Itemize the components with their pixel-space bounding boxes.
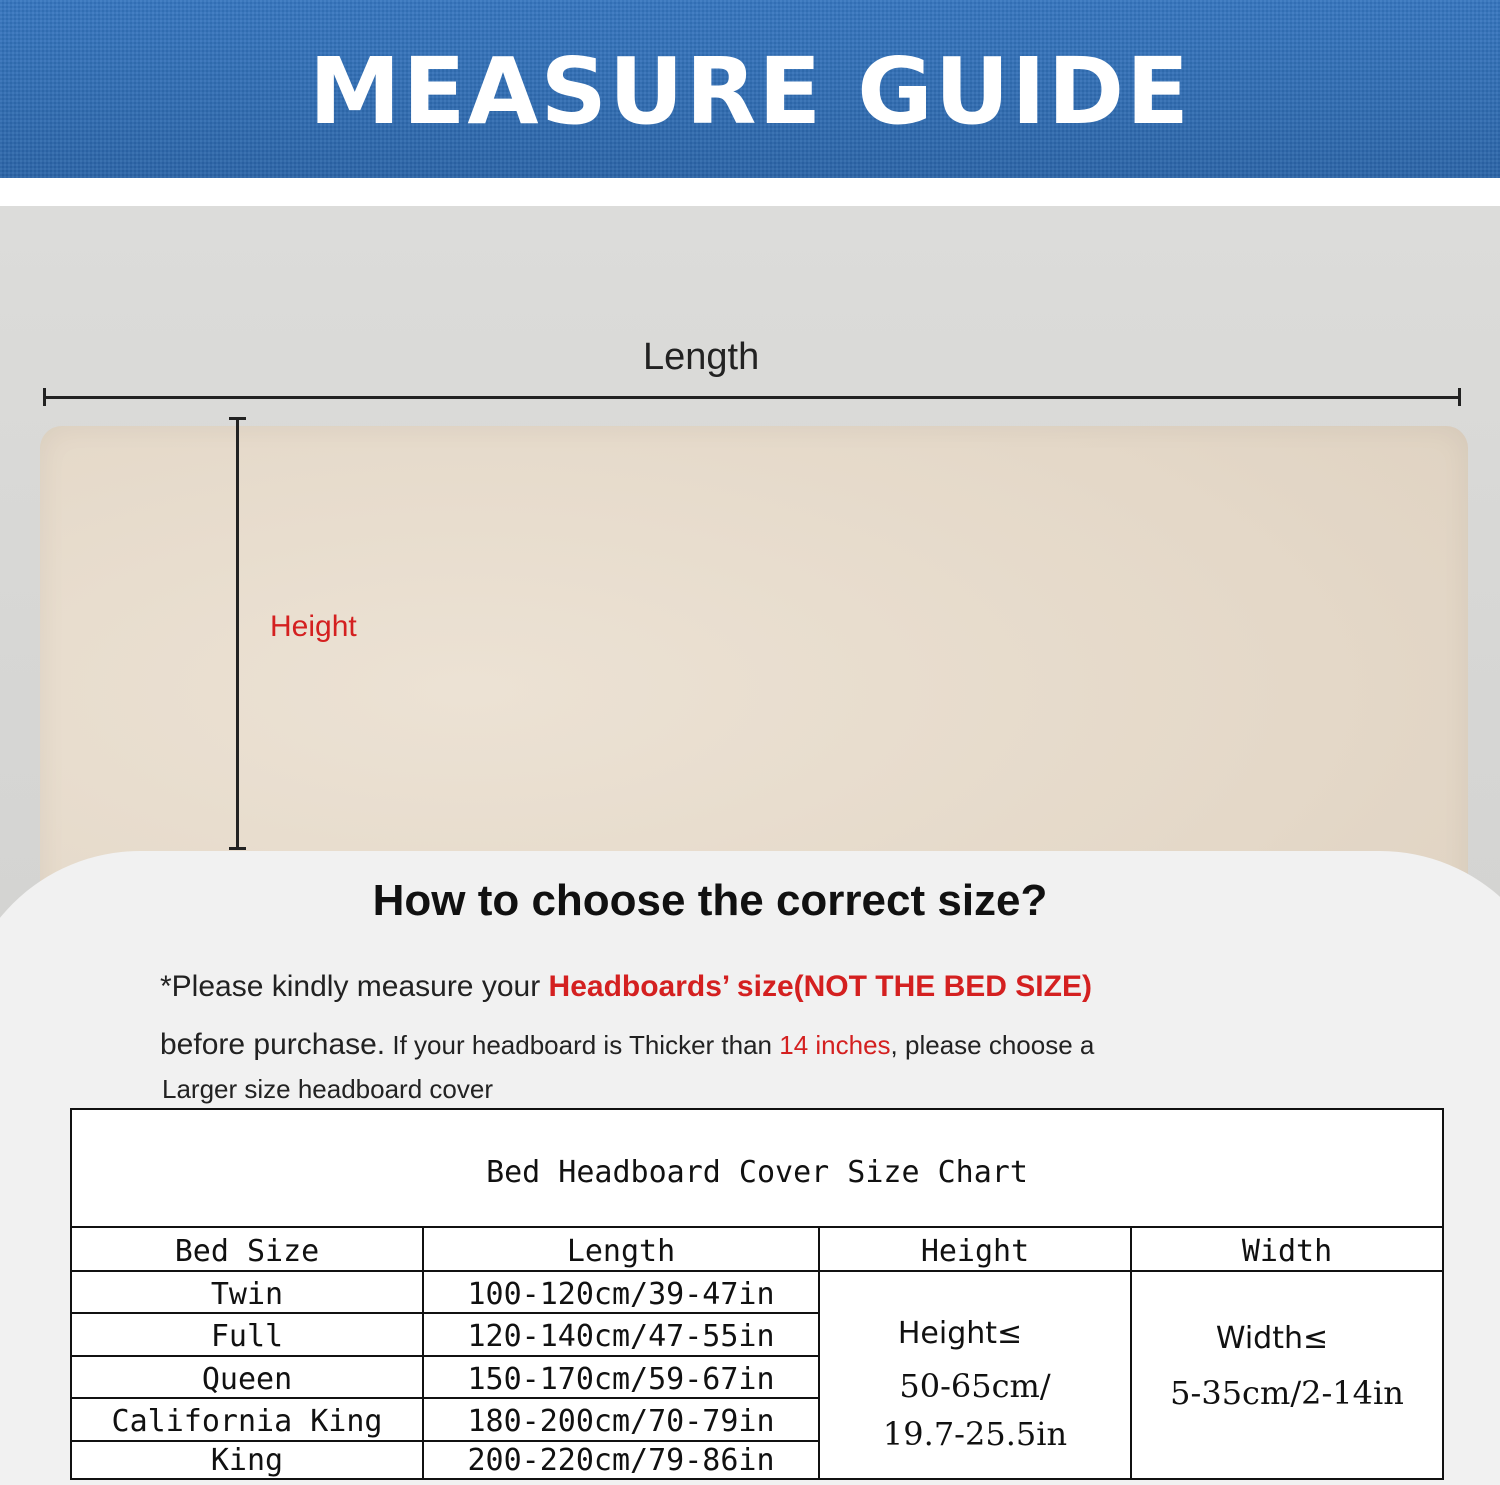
header-width: Width — [1241, 1234, 1333, 1269]
instruction-line-3: Larger size headboard cover — [162, 1074, 493, 1104]
width-range: 5-35cm/2-14in — [1170, 1374, 1404, 1412]
size-chart-title: Bed Headboard Cover Size Chart — [72, 1110, 1442, 1228]
instruction-line-1 — [160, 970, 1092, 1004]
height-arrow — [236, 418, 239, 850]
height-arrow-cap-top — [229, 417, 246, 420]
row-length-king: 200-220cm/79-86in — [467, 1443, 775, 1478]
length-arrow-cap-left — [43, 388, 46, 406]
instruction-line-1-prefix: *Please kindly measure your — [160, 970, 549, 1003]
row-length-full: 120-140cm/47-55in — [467, 1319, 775, 1354]
row-length-twin: 100-120cm/39-47in — [467, 1277, 775, 1312]
height-arrow-cap-bottom — [229, 847, 246, 850]
banner-title: MEASURE GUIDE — [309, 38, 1191, 145]
instruction-line-2-suffix: , please choose a — [890, 1030, 1095, 1060]
row-size-twin: Twin — [210, 1277, 284, 1312]
banner-gap — [0, 178, 1500, 206]
height-range-in: 19.7-25.5in — [882, 1415, 1068, 1453]
header-length: Length — [566, 1234, 676, 1269]
instruction-line-2-prefix: before purchase. — [160, 1028, 386, 1061]
question-heading: How to choose the correct size? — [372, 876, 1048, 925]
header-height: Height — [920, 1234, 1030, 1269]
size-chart-table — [70, 1108, 1444, 1480]
instruction-line-2-text: If your headboard is Thicker than — [385, 1030, 780, 1060]
banner — [0, 0, 1500, 178]
row-size-full: Full — [210, 1319, 284, 1354]
length-arrow — [44, 396, 1460, 399]
width-limit-label: Width≤ — [1215, 1321, 1329, 1356]
height-limit-label: Height≤ — [897, 1316, 1023, 1351]
row-size-california-king: California King — [111, 1404, 383, 1439]
length-label: Length — [643, 336, 760, 378]
header-bed-size: Bed Size — [174, 1234, 320, 1269]
height-label: Height — [270, 610, 357, 643]
height-range-cell — [820, 1310, 1130, 1458]
row-length-queen: 150-170cm/59-67in — [467, 1362, 775, 1397]
length-arrow-cap-right — [1458, 388, 1461, 406]
instruction-line-2-emphasis: 14 inches — [779, 1030, 891, 1060]
row-length-california-king: 180-200cm/70-79in — [467, 1404, 775, 1439]
instruction-line-1-emphasis: Headboards’ size(NOT THE BED SIZE) — [548, 970, 1092, 1003]
width-range-cell — [1132, 1315, 1442, 1417]
height-range-cm: 50-65cm/ — [899, 1367, 1051, 1405]
row-size-queen: Queen — [201, 1362, 293, 1397]
row-size-king: King — [210, 1443, 284, 1478]
instruction-line-2 — [160, 1028, 1094, 1062]
